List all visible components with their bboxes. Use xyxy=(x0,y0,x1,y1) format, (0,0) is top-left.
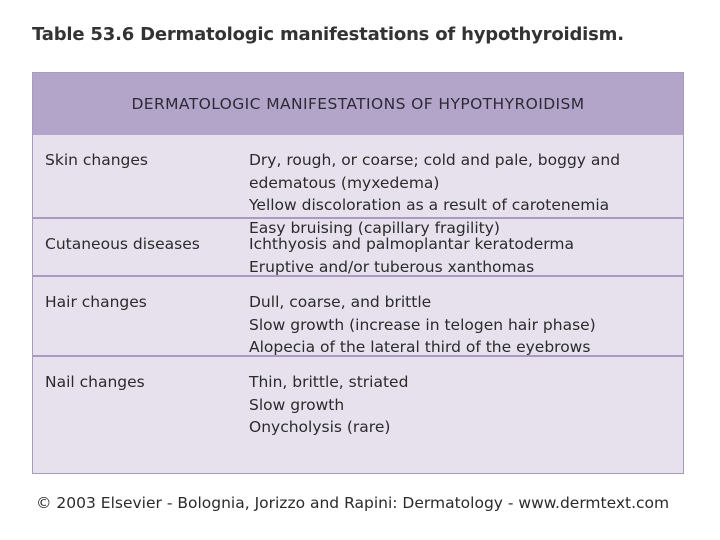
row-label: Nail changes xyxy=(45,373,145,391)
row-item: Eruptive and/or tuberous xanthomas xyxy=(249,257,535,276)
table-row xyxy=(33,357,683,469)
manifestations-table xyxy=(32,72,684,474)
table-caption: Table 53.6 Dermatologic manifestations of hypothyroidism. xyxy=(32,24,624,45)
row-item: Yellow discoloration as a result of carotenemia xyxy=(249,196,610,214)
row-label: Skin changes xyxy=(45,151,148,169)
table-row xyxy=(33,135,683,237)
row-item: Easy bruising (capillary fragility) xyxy=(249,218,500,237)
row-item: Dry, rough, or coarse; cold and pale, boggy and xyxy=(249,151,621,169)
row-item: Slow growth (increase in telogen hair phase) xyxy=(249,315,596,334)
row-item: edematous (myxedema) xyxy=(249,173,440,192)
row-items xyxy=(249,277,683,355)
table-row xyxy=(33,219,683,277)
copyright-footer: © 2003 Elsevier - Bolognia, Jorizzo and Rapini: Dermatology - www.dermtext.com xyxy=(36,494,670,512)
row-item: Thin, brittle, striated xyxy=(249,373,409,391)
row-items xyxy=(249,219,683,275)
row-item: Alopecia of the lateral third of the eyebrows xyxy=(249,338,591,356)
table-header: DERMATOLOGIC MANIFESTATIONS OF HYPOTHYROIDISM xyxy=(33,73,683,135)
row-item: Dull, coarse, and brittle xyxy=(249,293,432,311)
row-item: Ichthyosis and palmoplantar keratoderma xyxy=(249,235,574,253)
row-item: Slow growth xyxy=(249,395,345,414)
row-label: Hair changes xyxy=(45,293,147,311)
table-row xyxy=(33,277,683,357)
row-items xyxy=(249,357,683,469)
row-items xyxy=(249,135,683,237)
row-label: Cutaneous diseases xyxy=(45,235,200,253)
row-item: Onycholysis (rare) xyxy=(249,418,391,436)
